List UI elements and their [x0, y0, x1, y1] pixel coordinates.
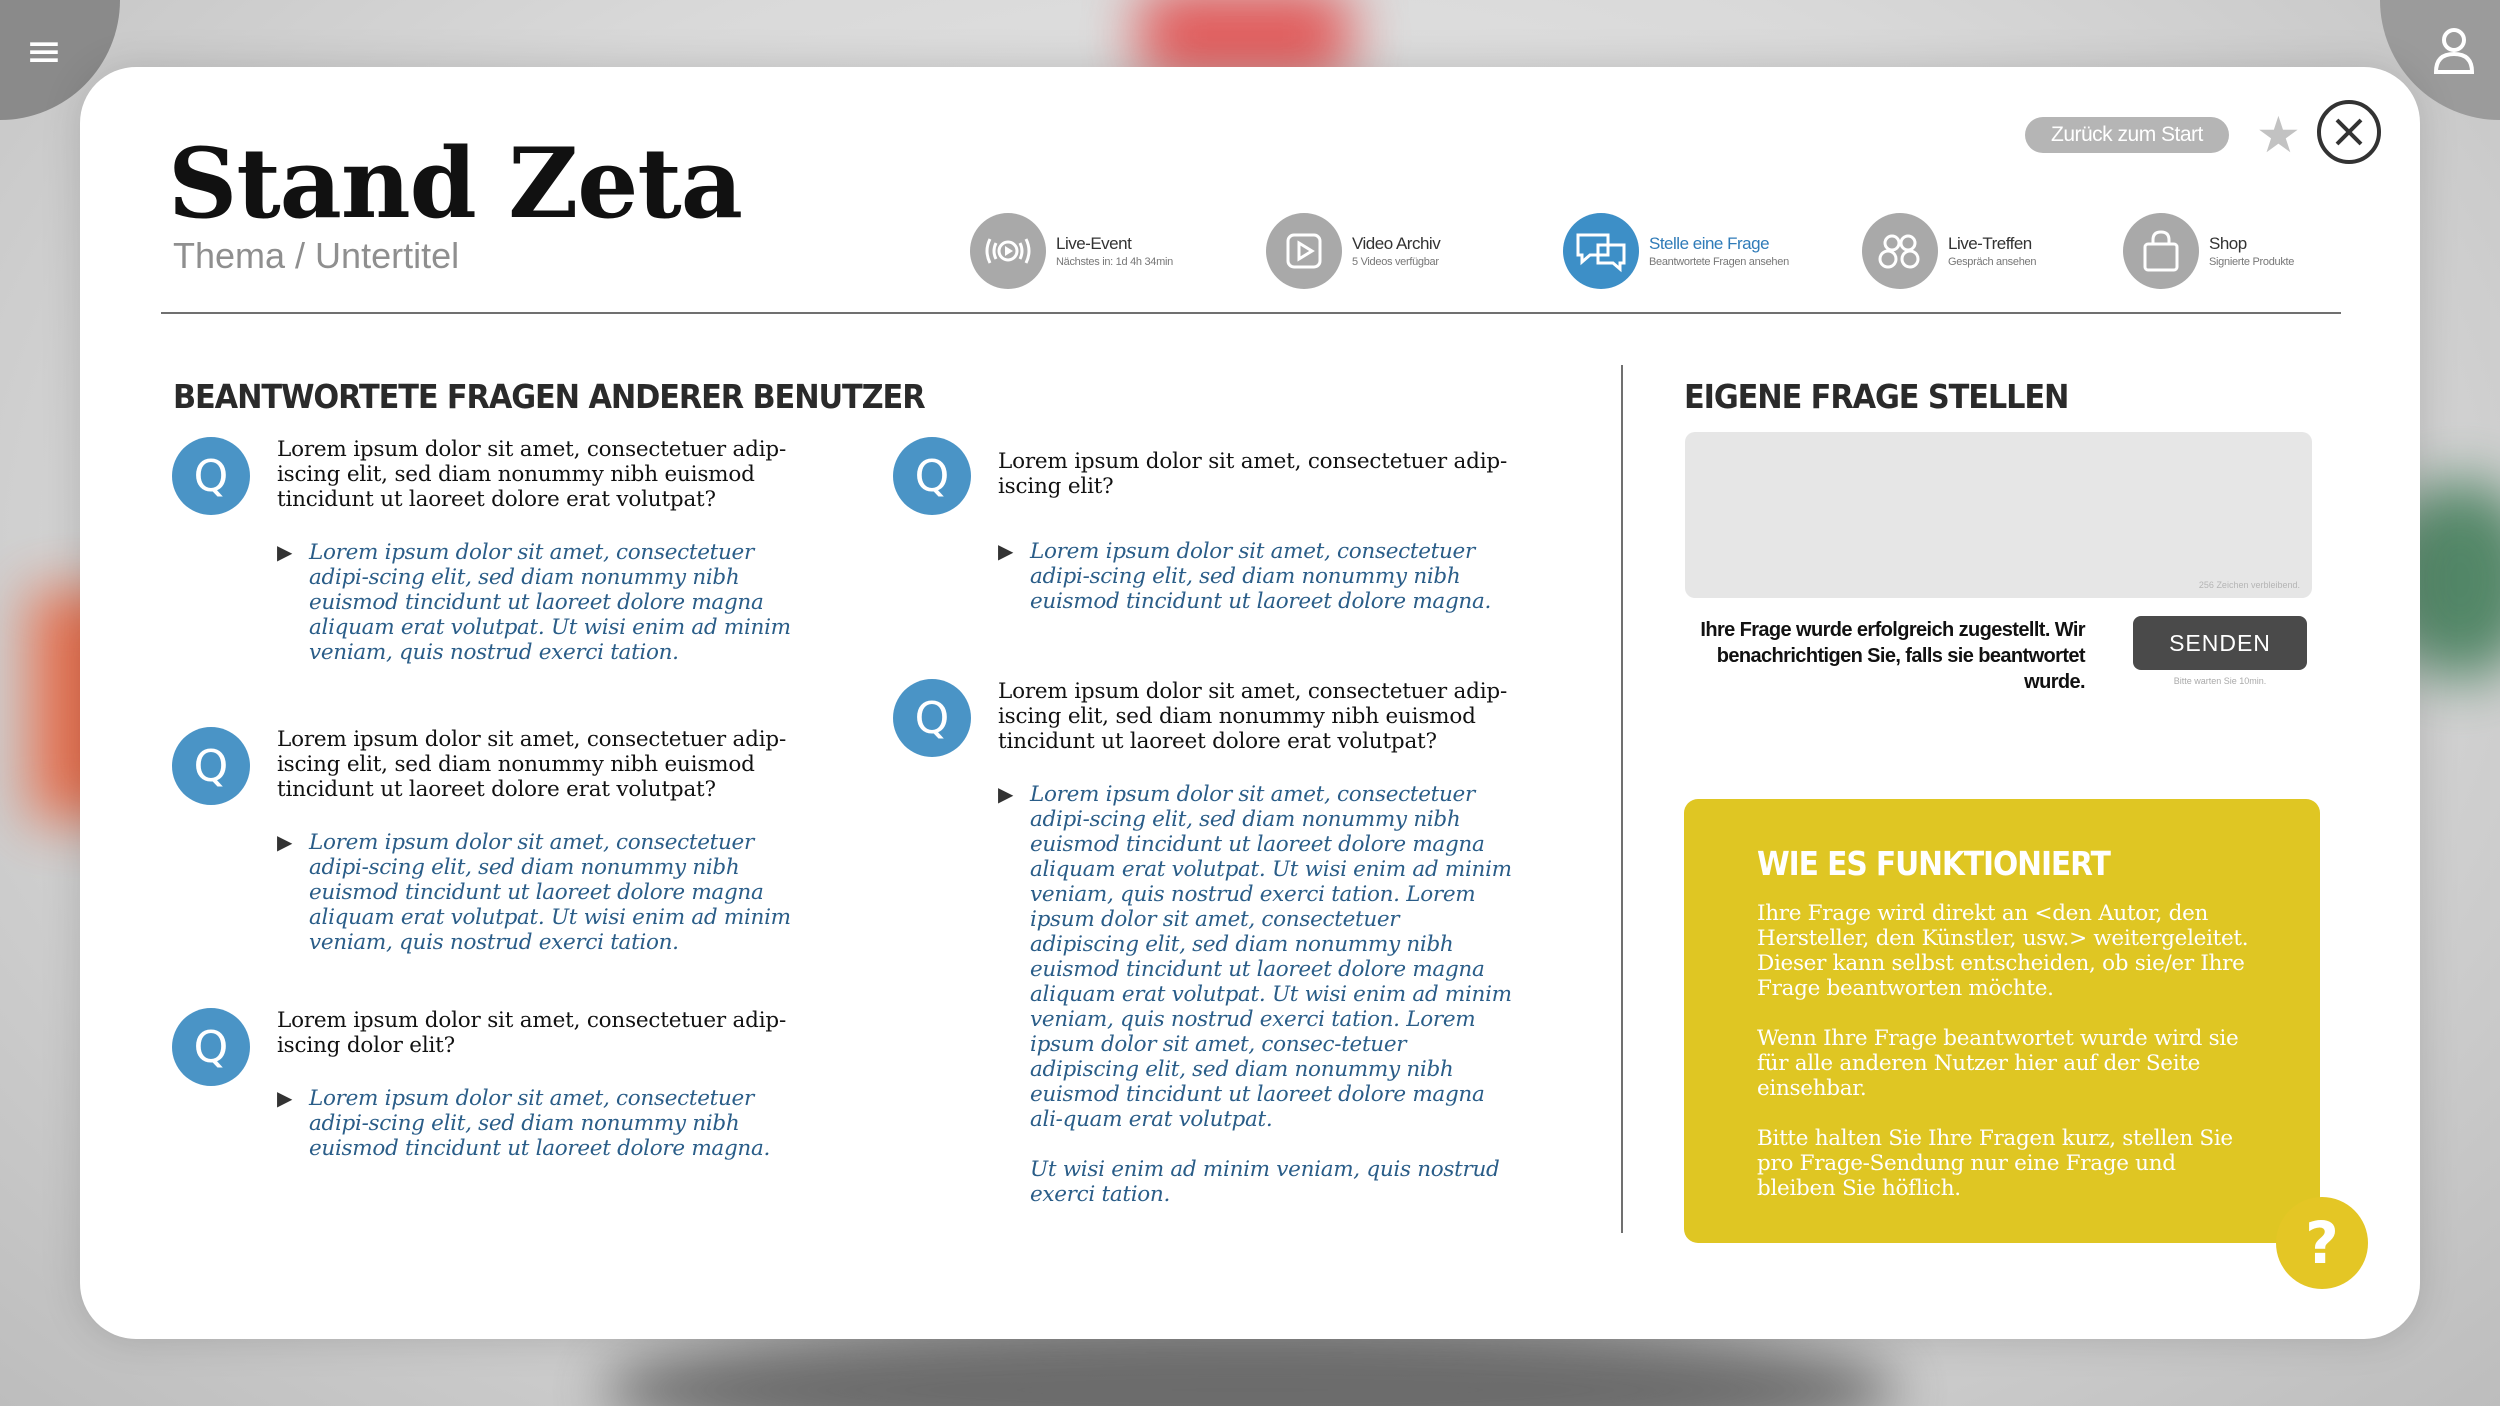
- answer-paragraph: Ut wisi enim ad minim veniam, quis nostrud exerci tation.: [1030, 1157, 1500, 1207]
- qa-item: [893, 437, 1513, 639]
- help-icon[interactable]: ?: [2276, 1197, 2368, 1289]
- question-text: Lorem ipsum dolor sit amet, consectetuer adip-iscing elit, sed diam nonummy nibh euismod tincidunt ut laoreet dolore erat volutpat?: [998, 679, 1508, 754]
- play-arrow-icon: ▶: [277, 1086, 293, 1110]
- answer-paragraph: Lorem ipsum dolor sit amet, consectetuer adipi-scing elit, sed diam nonummy nibh euismod tincidunt ut laoreet dolore magna.: [1030, 539, 1492, 614]
- nav-sublabel: 5 Videos verfügbar: [1352, 256, 1439, 268]
- nav-sublabel: Nächstes in: 1d 4h 34min: [1056, 256, 1173, 268]
- video-icon: [1266, 213, 1342, 289]
- question-icon: Q: [172, 1008, 250, 1086]
- question-icon: Q: [893, 437, 971, 515]
- answer-paragraph: Lorem ipsum dolor sit amet, consectetuer adipi-scing elit, sed diam nonummy nibh euismod tincidunt ut laoreet dolore magna aliquam erat volutpat. Ut wisi enim ad minim veniam, quis nostrud exerci tation.: [309, 830, 791, 955]
- question-icon: Q: [893, 679, 971, 757]
- menu-icon[interactable]: ≡: [25, 26, 63, 77]
- question-icon: Q: [172, 437, 250, 515]
- question-text: Lorem ipsum dolor sit amet, consectetuer adip-iscing elit, sed diam nonummy nibh euismod tincidunt ut laoreet dolore erat volutpat?: [277, 437, 787, 512]
- play-arrow-icon: ▶: [277, 540, 293, 564]
- nav-sublabel: Beantwortete Fragen ansehen: [1649, 256, 1789, 268]
- nav-sublabel: Gespräch ansehen: [1948, 256, 2037, 268]
- qa-item: [172, 727, 792, 980]
- shopping-bag-icon: [2123, 213, 2199, 289]
- how-it-works-text: [1757, 901, 2257, 1226]
- main-panel: [80, 67, 2420, 1339]
- question-input[interactable]: [1685, 432, 2312, 598]
- nav-stelle-eine-frage[interactable]: [1563, 213, 1789, 289]
- answer-paragraph: Lorem ipsum dolor sit amet, consectetuer adipi-scing elit, sed diam nonummy nibh euismod tincidunt ut laoreet dolore magna aliquam erat volutpat. Ut wisi enim ad minim veniam, quis nostrud exerci tation. Lorem ipsum dolor sit amet, consectetuer adipiscing elit, sed diam nonummy nibh euismod tincidunt ut laoreet dolore magna aliquam erat volutpat. Ut wisi enim ad minim veniam, quis nostrud exerci tation. Lorem ipsum dolor sit amet, consec-tetuer adipiscing elit, sed diam nonummy nibh euismod tincidunt ut laoreet dolore magna ali-quam erat volutpat.: [1030, 782, 1512, 1132]
- star-icon[interactable]: ★: [2256, 106, 2301, 164]
- people-icon: [1862, 213, 1938, 289]
- header-divider: [161, 312, 2341, 314]
- play-arrow-icon: ▶: [277, 830, 293, 854]
- answer-paragraph: Lorem ipsum dolor sit amet, consectetuer adipi-scing elit, sed diam nonummy nibh euismod tincidunt ut laoreet dolore magna aliquam erat volutpat. Ut wisi enim ad minim veniam, quis nostrud exerci tation.: [309, 540, 791, 665]
- nav-label: Stelle eine Frage: [1649, 234, 1770, 253]
- nav-label: Shop: [2209, 234, 2247, 253]
- char-counter: 256 Zeichen verbleibend.: [2198, 580, 2300, 590]
- answered-questions-heading: BEANTWORTETE FRAGEN ANDERER BENUTZER: [173, 377, 925, 416]
- answer-text: [277, 540, 792, 665]
- nav-label: Live-Event: [1056, 234, 1132, 253]
- answer-text: [277, 830, 792, 955]
- question-icon: Q: [172, 727, 250, 805]
- play-arrow-icon: ▶: [998, 782, 1014, 806]
- qa-item: [172, 1008, 792, 1186]
- page-subtitle: Thema / Untertitel: [173, 235, 460, 276]
- nav-video-archiv[interactable]: [1266, 213, 1440, 289]
- ask-question-heading: EIGENE FRAGE STELLEN: [1684, 377, 2069, 416]
- send-button[interactable]: SENDEN: [2133, 616, 2307, 670]
- qa-item: [172, 437, 792, 690]
- nav-label: Video Archiv: [1352, 234, 1441, 253]
- close-icon[interactable]: [2316, 99, 2382, 165]
- answer-text: [998, 782, 1513, 1207]
- play-arrow-icon: ▶: [998, 539, 1014, 563]
- nav-label: Live-Treffen: [1948, 234, 2032, 253]
- how-it-works-box: [1684, 799, 2320, 1243]
- answer-paragraph: Lorem ipsum dolor sit amet, consectetuer adipi-scing elit, sed diam nonummy nibh euismod tincidunt ut laoreet dolore magna.: [309, 1086, 771, 1161]
- page-title: Stand Zeta: [168, 127, 742, 240]
- qa-item: [893, 679, 1513, 1232]
- question-text: Lorem ipsum dolor sit amet, consectetuer adip-iscing elit, sed diam nonummy nibh euismod tincidunt ut laoreet dolore erat volutpat?: [277, 727, 787, 802]
- success-message: Ihre Frage wurde erfolgreich zugestellt. Wir benachrichtigen Sie, falls sie beantwortet wurde.: [1700, 619, 2085, 693]
- back-to-start-button[interactable]: Zurück zum Start: [2025, 117, 2229, 153]
- user-icon[interactable]: [2430, 24, 2478, 76]
- question-text: Lorem ipsum dolor sit amet, consectetuer adip-iscing dolor elit?: [277, 1008, 787, 1058]
- how-paragraph: Bitte halten Sie Ihre Fragen kurz, stellen Sie pro Frage-Sendung nur eine Frage und bleiben Sie höflich.: [1757, 1126, 2233, 1201]
- how-paragraph: Ihre Frage wird direkt an <den Autor, den Hersteller, den Künstler, usw.> weitergeleitet. Dieser kann selbst entscheiden, ob sie/er Ihre Frage beantworten möchte.: [1757, 901, 2249, 1001]
- column-divider: [1621, 365, 1623, 1233]
- how-it-works-heading: WIE ES FUNKTIONIERT: [1757, 844, 2110, 883]
- answer-text: [277, 1086, 792, 1161]
- live-event-icon: [970, 213, 1046, 289]
- chat-icon: [1563, 213, 1639, 289]
- nav-live-event[interactable]: [970, 213, 1173, 289]
- nav-shop[interactable]: [2123, 213, 2294, 289]
- nav-live-treffen[interactable]: [1862, 213, 2036, 289]
- nav-sublabel: Signierte Produkte: [2209, 256, 2295, 268]
- question-text: Lorem ipsum dolor sit amet, consectetuer adip-iscing elit?: [998, 449, 1508, 499]
- send-cooldown-note: Bitte warten Sie 10min.: [2173, 676, 2267, 686]
- how-paragraph: Wenn Ihre Frage beantwortet wurde wird sie für alle anderen Nutzer hier auf der Seite einsehbar.: [1757, 1026, 2239, 1101]
- answer-text: [998, 539, 1513, 614]
